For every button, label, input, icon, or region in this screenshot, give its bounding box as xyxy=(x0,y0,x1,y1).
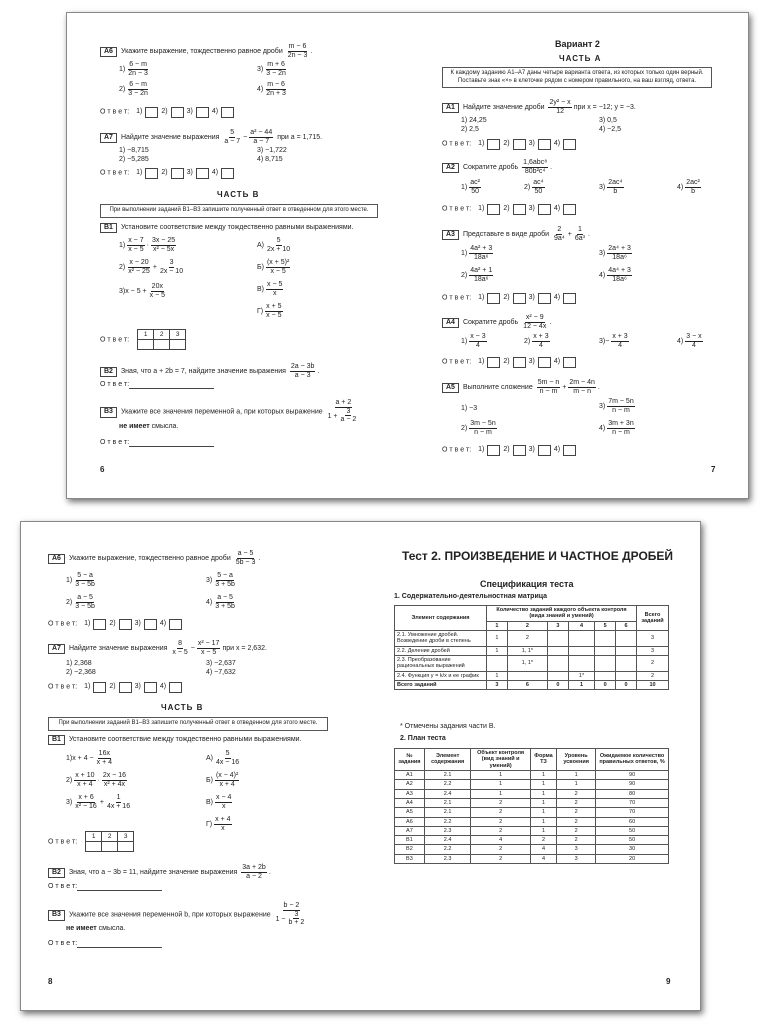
answer-cell[interactable] xyxy=(86,842,102,852)
answer-checkbox[interactable] xyxy=(221,168,234,179)
answer-checkbox[interactable] xyxy=(169,682,182,693)
answer-checkbox[interactable] xyxy=(171,168,184,179)
option: 1) −8,715 xyxy=(119,147,149,154)
matrix-row: 2.4. Функция y = k/x и ее график 1 1* 2 xyxy=(395,671,669,680)
answer-checkbox[interactable] xyxy=(538,293,551,304)
option: 2) −2,368 xyxy=(66,669,96,676)
task-a7: A7 Найдите значение выражения $\frac{5}{a - 7}$ − $\frac{\text{a² − 44}}{a - 7}$ при a = 1,715. xyxy=(100,129,322,145)
option: 2) $\frac{a - 5}{3 - 5b}$ xyxy=(66,594,95,610)
match-right: А) $\frac{5}{4x - 16}$ xyxy=(206,750,240,766)
answer-checkbox[interactable] xyxy=(538,204,551,215)
match-left: 3) $\frac{x + 6}{\text{x² − 16}}$ + $\frac{1}{4x + 16}$ xyxy=(66,794,131,810)
answer-row: О т в е т: 1) 2) 3) 4) xyxy=(442,204,576,215)
option: 2) $\frac{x + 3}{4}$ xyxy=(524,333,549,349)
matrix-row: 2.2. Деление дробей 1 1, 1* 3 xyxy=(395,646,669,655)
answer-checkbox[interactable] xyxy=(487,357,500,368)
answer-checkbox[interactable] xyxy=(144,682,157,693)
option: 3) $\frac{7m - 5n}{n - m}$ xyxy=(599,398,634,414)
plan-row: А4 2.1 2 1 2 70 xyxy=(395,798,669,807)
option: 1) $\frac{x - 3}{4}$ xyxy=(461,333,486,349)
matrix-subheading: 1. Содержательно-деятельностная матрица xyxy=(394,593,548,600)
match-right: А) $\frac{5}{2x + 10}$ xyxy=(257,237,291,253)
option: 4) $\frac{\text{2ac²}}{b}$ xyxy=(677,179,700,195)
task-text: Укажите выражение, тождественно равное дроби xyxy=(120,48,283,56)
answer-cell[interactable] xyxy=(154,340,170,350)
answer-checkbox[interactable] xyxy=(487,445,500,456)
section-heading: ЧАСТЬ В xyxy=(161,703,204,712)
plan-col-header: Объект контроля (вид знаний и умений) xyxy=(471,749,530,771)
task-b3: В3 Укажите все значения переменной a, при которых выражение a + 2 1 + $\frac{3}{a - 2}$ xyxy=(100,399,362,424)
task-a6: А6 Укажите выражение, тождественно равное дроби $\frac{a - 5}{5b - 3}$ . xyxy=(48,550,260,566)
answer-checkbox[interactable] xyxy=(93,682,106,693)
plan-col-header: № задания xyxy=(395,749,425,771)
answer-row: О т в е т: 1) 2) 3) 4) xyxy=(442,357,576,368)
answer-cell[interactable] xyxy=(102,842,118,852)
match-answer: О т в е т: 1 2 3 xyxy=(48,831,134,852)
answer-checkbox[interactable] xyxy=(487,139,500,150)
answer-checkbox[interactable] xyxy=(563,445,576,456)
answer-checkbox[interactable] xyxy=(513,357,526,368)
answer-checkbox[interactable] xyxy=(145,107,158,118)
option: 4) 8,715 xyxy=(257,156,283,163)
answer-checkbox[interactable] xyxy=(513,139,526,150)
answer-checkbox[interactable] xyxy=(563,139,576,150)
test-plan-table xyxy=(394,748,669,864)
matrix-row: 2.3. Преобразование рациональных выражений 1, 1* 2 xyxy=(395,655,669,671)
task-a4: А4 Сократите дробь $\frac{\text{x² − 9}}{12 - 4x}$ . xyxy=(442,314,551,330)
instructions-box: При выполнении заданий В1–В3 запишите полученный ответ в отведенном для этого месте. xyxy=(48,717,328,731)
option: 2) $\frac{3m - 5n}{n - m}$ xyxy=(461,420,496,436)
page-number: 9 xyxy=(666,977,671,986)
option: 1) 2,368 xyxy=(66,660,92,667)
answer-row: О т в е т: 1) 2) 3) 4) xyxy=(100,168,234,179)
task-b3-tail: не имеет смысла. xyxy=(66,925,126,932)
matrix-col-header: 6 xyxy=(616,621,637,630)
option: 1) −3 xyxy=(461,405,478,412)
option: 2) $\frac{\text{ac⁴}}{50}$ xyxy=(524,179,544,195)
option: 2) $\frac{\text{4a² + 1}}{\text{18a⁶}}$ xyxy=(461,267,493,283)
answer-checkbox[interactable] xyxy=(144,619,157,630)
page-number: 8 xyxy=(48,977,53,986)
answer-checkbox[interactable] xyxy=(196,168,209,179)
option: 4) $\frac{3m + 3n}{n - m}$ xyxy=(599,420,634,436)
answer-checkbox[interactable] xyxy=(513,204,526,215)
plan-subheading: 2. План теста xyxy=(400,735,446,742)
answer-checkbox[interactable] xyxy=(171,107,184,118)
option: 2) 2,5 xyxy=(461,126,479,133)
task-b1: В1 Установите соответствие между тождественно равными выражениями. xyxy=(48,735,302,745)
answer-row: О т в е т: 1) 2) 3) 4) xyxy=(48,682,182,693)
plan-row: В1 2.4 4 2 2 50 xyxy=(395,836,669,845)
answer-row: О т в е т: 1) 2) 3) 4) xyxy=(442,139,576,150)
answer-checkbox[interactable] xyxy=(513,293,526,304)
option: 4) $\frac{3 - x}{4}$ xyxy=(677,333,702,349)
answer-cell[interactable] xyxy=(118,842,134,852)
answer-row: О т в е т: 1) 2) 3) 4) xyxy=(442,445,576,456)
answer-row: О т в е т: 1) 2) 3) 4) xyxy=(100,107,234,118)
task-a3: А3 Представьте в виде дроби $\frac{2}{\text{9a⁴}}$ + $\frac{1}{\text{6a³}}$ . xyxy=(442,226,590,242)
option: 4) −7,632 xyxy=(206,669,236,676)
match-right: В) $\frac{x - 4}{x}$ xyxy=(206,794,232,810)
plan-row: А1 2.1 1 1 1 90 xyxy=(395,770,669,779)
plan-col-header: Уровень усвоения xyxy=(557,749,596,771)
option: 3) −2,637 xyxy=(206,660,236,667)
answer-checkbox[interactable] xyxy=(563,293,576,304)
variant-title: Вариант 2 xyxy=(555,39,600,49)
answer-line[interactable]: О т в е т: xyxy=(100,439,214,447)
option: 3)− $\frac{x + 3}{4}$ xyxy=(599,333,628,349)
task-a5: А5 Выполните сложение $\frac{5m - n}{n - m}$ + $\frac{2m - 4n}{m - n}$ . xyxy=(442,379,600,395)
option: 3) −1,722 xyxy=(257,147,287,154)
option: 4) $\frac{m - 6}{2n + 3}$ xyxy=(257,81,286,97)
answer-checkbox[interactable] xyxy=(563,357,576,368)
answer-checkbox[interactable] xyxy=(487,204,500,215)
matrix-col-header: 2 xyxy=(507,621,547,630)
fraction: $\frac{m - 6}{2n - 3}$ xyxy=(287,43,308,59)
match-right: Г) $\frac{x + 5}{x - 5}$ xyxy=(257,303,282,319)
match-left: 1)x + 4 − $\frac{16x}{x + 4}$ xyxy=(66,750,113,766)
match-answer: О т в е т: 1 2 3 xyxy=(100,329,186,350)
plan-row: А3 2.4 1 1 2 80 xyxy=(395,789,669,798)
answer-checkbox[interactable] xyxy=(538,139,551,150)
plan-row: А6 2.2 2 1 2 60 xyxy=(395,817,669,826)
answer-cell[interactable] xyxy=(138,340,154,350)
task-label: A6 xyxy=(100,47,117,57)
task-a7: А7 Найдите значение выражения $\frac{8}{x - 5}$ − $\frac{\text{x² − 17}}{x - 5}$ при x = 2,632. xyxy=(48,640,267,656)
match-left: 2) $\frac{x + 10}{x + 4}$ · $\frac{2x - 16}{\text{x² + 4x}}$ xyxy=(66,772,127,788)
page-number: 7 xyxy=(711,465,716,474)
matrix-col-header: 1 xyxy=(487,621,508,630)
option: 1) $\frac{\text{4a² + 3}}{\text{18a⁶}}$ xyxy=(461,245,493,261)
answer-line[interactable]: О т в е т: xyxy=(48,883,162,891)
table-note: * Отмечены задания части В. xyxy=(400,723,496,730)
option: 2) $\frac{6 - m}{3 - 2n}$ xyxy=(119,81,148,97)
option: 1) $\frac{\text{ac²}}{50}$ xyxy=(461,179,480,195)
task-b2: В2 Зная, что a − 3b = 11, найдите значение выражения $\frac{3a + 2b}{a - 2}$ . xyxy=(48,864,271,880)
test-title: Тест 2. ПРОИЗВЕДЕНИЕ И ЧАСТНОЕ ДРОБЕЙ xyxy=(402,549,674,563)
section-heading: ЧАСТЬ В xyxy=(217,190,260,199)
option: 3) $\frac{5 - a}{3 + 5b}$ xyxy=(206,572,235,588)
option: 1) $\frac{6 - m}{2n - 3}$ xyxy=(119,61,148,77)
content-matrix-table: Элемент содержания Количество заданий каждого объекта контроля (вида знаний и умений) Всего заданий 1 2 3 4 5 6 2.1. Умножение дробей. Возведение дроби в степень 1 2 3 2.2. Деление дробей 1 1, 1* 3 2.3. Преобразование рациональных выражений 1, 1* 2 2.4. Функция y = k/x и ее график 1 1* 2 Всего заданий 3 6 0 1 0 0 10 xyxy=(394,605,669,690)
answer-row: О т в е т: 1) 2) 3) 4) xyxy=(442,293,576,304)
answer-line[interactable]: О т в е т: xyxy=(48,940,162,948)
plan-col-header: Форма ТЗ xyxy=(530,749,556,771)
task-a2: А2 Сократите дробь $\frac{\text{1,6abc⁸}}{\text{80b²c⁴}}$ . xyxy=(442,159,552,175)
match-left: 3)x − 5 + $\frac{20x}{x - 5}$ xyxy=(119,283,166,299)
task-b1: В1 Установите соответствие между тождественно равными выражениями. xyxy=(100,223,354,233)
match-right: В) $\frac{x - 5}{x}$ xyxy=(257,281,283,297)
answer-line[interactable]: О т в е т: xyxy=(100,381,214,389)
matrix-col-header: 4 xyxy=(568,621,594,630)
task-b2: В2 Зная, что a + 2b = 7, найдите значение выражения $\frac{2a - 3b}{a - 3}$ . xyxy=(100,363,319,379)
matrix-col-header: 3 xyxy=(547,621,568,630)
book-spread-top xyxy=(66,12,749,499)
plan-row: А2 2.2 1 1 1 90 xyxy=(395,780,669,789)
option: 3) $\frac{\text{2a⁴ + 3}}{\text{18a⁶}}$ xyxy=(599,245,631,261)
option: 3) $\frac{m + 6}{3 - 2n}$ xyxy=(257,61,286,77)
answer-checkbox[interactable] xyxy=(119,682,132,693)
option: 3) $\frac{\text{2ac⁴}}{b}$ xyxy=(599,179,623,195)
option: 4) −2,5 xyxy=(599,126,621,133)
answer-cell[interactable] xyxy=(170,340,186,350)
answer-checkbox[interactable] xyxy=(538,357,551,368)
book-spread-bottom xyxy=(20,521,701,1011)
answer-checkbox[interactable] xyxy=(196,107,209,118)
task-b3-tail: не имеет смысла. xyxy=(119,423,179,430)
match-left: 1) $\frac{x - 7}{x - 5}$ · $\frac{3x - 25}{\text{x² − 5x}}$ xyxy=(119,237,176,253)
answer-checkbox[interactable] xyxy=(538,445,551,456)
task-a6: A6 Укажите выражение, тождественно равное дроби $\frac{m - 6}{2n - 3}$ . xyxy=(100,43,312,59)
option: 1) 24,25 xyxy=(461,117,487,124)
answer-checkbox[interactable] xyxy=(487,293,500,304)
page-6 xyxy=(67,13,409,498)
plan-col-header: Ожидаемое количество правильных ответов, % xyxy=(596,749,669,771)
task-a1: А1 Найдите значение дроби $\frac{\text{2y² − x}}{12}$ при x = −12; y = −3. xyxy=(442,99,636,115)
option: 4) $\frac{a - 5}{3 + 5b}$ xyxy=(206,594,235,610)
page-number: 6 xyxy=(100,465,105,474)
match-right: Г) $\frac{x + 4}{x}$ xyxy=(206,816,231,832)
answer-checkbox[interactable] xyxy=(221,107,234,118)
matrix-row: 2.1. Умножение дробей. Возведение дроби в степень 1 2 3 xyxy=(395,630,669,646)
plan-row: А7 2.3 2 1 2 50 xyxy=(395,826,669,835)
answer-checkbox[interactable] xyxy=(93,619,106,630)
match-right: Б) $\frac{\text{(x + 5)²}}{x - 5}$ xyxy=(257,259,290,275)
answer-checkbox[interactable] xyxy=(145,168,158,179)
answer-row: О т в е т: 1) 2) 3) 4) xyxy=(48,619,182,630)
page-8 xyxy=(21,522,362,1010)
option: 3) 0,5 xyxy=(599,117,617,124)
option: 1) $\frac{5 - a}{3 - 5b}$ xyxy=(66,572,95,588)
answer-checkbox[interactable] xyxy=(169,619,182,630)
plan-row: А5 2.1 2 1 2 70 xyxy=(395,808,669,817)
page-7 xyxy=(409,13,750,498)
matrix-row: Всего заданий 3 6 0 1 0 0 10 xyxy=(395,680,669,689)
section-heading: ЧАСТЬ А xyxy=(559,54,602,63)
match-left: 2) $\frac{x - 20}{\text{x² − 25}}$ + $\frac{3}{2x - 10}$ xyxy=(119,259,184,275)
instructions-box: К каждому заданию А1–А7 даны четыре варианта ответа, из которых только один верный. Поставьте знак «×» в клеточке рядом с номером правильного, на ваш взгляд, ответа. xyxy=(442,67,712,88)
plan-row: В2 2.2 2 4 3 30 xyxy=(395,845,669,854)
plan-col-header: Элемент содержания xyxy=(424,749,471,771)
answer-checkbox[interactable] xyxy=(119,619,132,630)
answer-checkbox[interactable] xyxy=(513,445,526,456)
match-right: Б) $\frac{\text{(x − 4)²}}{x + 4}$ xyxy=(206,772,239,788)
spec-heading: Спецификация теста xyxy=(480,579,574,589)
answer-checkbox[interactable] xyxy=(563,204,576,215)
matrix-col-header: 5 xyxy=(595,621,616,630)
option: 2) −5,285 xyxy=(119,156,149,163)
option: 4) $\frac{\text{4a⁴ + 3}}{\text{18a⁶}}$ xyxy=(599,267,631,283)
page-9 xyxy=(362,522,702,1010)
plan-row: В3 2.3 2 4 3 20 xyxy=(395,854,669,863)
task-b3: В3 Укажите все значения переменной b, при которых выражение b − 2 1 − $\frac{3}{b + 2}$ xyxy=(48,902,310,927)
instructions-box: При выполнении заданий В1–В3 запишите полученный ответ в отведенном для этого месте. xyxy=(100,204,378,218)
